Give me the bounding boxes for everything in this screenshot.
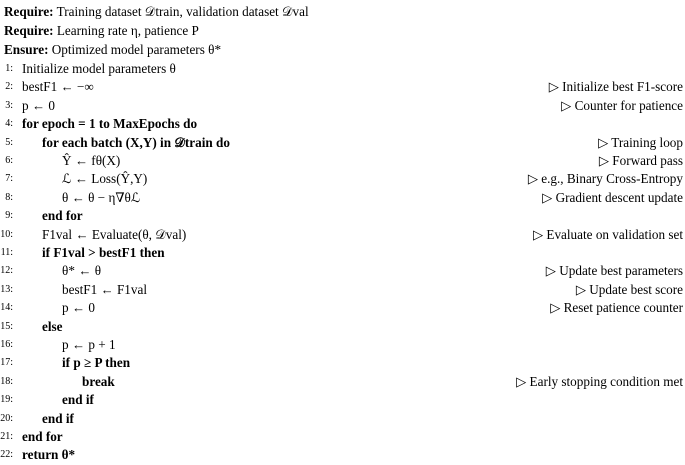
line-comment: ▷ Early stopping condition met xyxy=(516,373,683,389)
line-number: 6: xyxy=(5,155,13,166)
require-keyword: Require: xyxy=(4,4,54,19)
algorithm-line xyxy=(0,190,685,208)
algorithm-line xyxy=(0,429,685,447)
line-code: end if xyxy=(62,392,94,408)
line-code: bestF1 ← −∞ xyxy=(22,79,94,95)
line-code: end for xyxy=(22,429,63,444)
line-code: else xyxy=(42,318,63,334)
line-number: 3: xyxy=(5,99,13,111)
line-number: 2: xyxy=(5,81,13,93)
line-code: Ŷ ← fθ(X) xyxy=(62,153,121,168)
algorithm-line xyxy=(0,208,685,226)
require-text: Learning rate η, patience P xyxy=(56,23,199,38)
line-number: 18: xyxy=(0,375,13,387)
line-code: bestF1 ← F1val xyxy=(62,281,147,297)
line-number: 16: xyxy=(0,339,13,350)
algorithm-line xyxy=(0,337,685,355)
line-comment: ▷ e.g., Binary Cross-Entropy xyxy=(527,171,683,187)
line-code: end if xyxy=(42,410,74,426)
line-comment: ▷ Evaluate on validation set xyxy=(532,226,683,242)
ensure-line xyxy=(4,42,221,58)
require-line-data xyxy=(4,4,309,20)
line-comment: ▷ Initialize best F1-score xyxy=(548,79,683,95)
line-comment: ▷ Forward pass xyxy=(598,153,683,168)
line-number: 1: xyxy=(5,63,13,74)
algorithm-line xyxy=(0,79,685,97)
algorithm-line xyxy=(0,153,685,171)
line-comment: ▷ Reset patience counter xyxy=(550,300,683,316)
line-code: if p ≥ P then xyxy=(62,355,131,371)
line-number: 8: xyxy=(5,191,13,203)
require-keyword: Require: xyxy=(4,23,54,38)
algorithm-line xyxy=(0,355,685,373)
require-text: Training dataset 𝒟train, validation dataset 𝒟val xyxy=(56,4,309,19)
line-number: 10: xyxy=(0,228,13,240)
algorithm-line xyxy=(0,392,685,410)
algorithm-line xyxy=(0,411,685,429)
line-number: 21: xyxy=(0,431,13,442)
algorithm-line xyxy=(0,227,685,245)
line-code: Initialize model parameters θ xyxy=(22,61,176,76)
line-number: 9: xyxy=(5,210,13,222)
line-code: p ← 0 xyxy=(22,97,55,113)
algorithm-line xyxy=(0,447,685,465)
algorithm-line xyxy=(0,282,685,300)
algorithm-line xyxy=(0,171,685,189)
line-code: F1val ← Evaluate(θ, 𝒟val) xyxy=(42,226,187,242)
algorithm-line xyxy=(0,319,685,337)
line-number: 19: xyxy=(0,394,13,406)
line-code: ℒ ← Loss(Ŷ,Y) xyxy=(62,171,148,187)
ensure-text: Optimized model parameters θ* xyxy=(51,42,222,57)
algorithm-line xyxy=(0,98,685,116)
line-code: return θ* xyxy=(22,447,76,463)
algorithm-line xyxy=(0,300,685,318)
line-comment: ▷ Training loop xyxy=(598,134,683,150)
line-number: 20: xyxy=(0,412,13,424)
line-number: 4: xyxy=(5,118,13,130)
line-number: 13: xyxy=(0,283,13,295)
line-code: end for xyxy=(42,208,83,224)
algorithm-line xyxy=(0,135,685,153)
line-code: p ← 0 xyxy=(62,300,95,316)
line-comment: ▷ Update best score xyxy=(575,281,683,297)
line-comment: ▷ Counter for patience xyxy=(561,97,683,113)
require-line-params xyxy=(4,23,199,39)
line-code: θ ← θ − η∇θℒ xyxy=(62,189,141,205)
line-code: if F1val > bestF1 then xyxy=(42,245,165,260)
line-number: 22: xyxy=(0,449,13,461)
line-code: p ← p + 1 xyxy=(62,337,116,352)
algorithm-line xyxy=(0,245,685,263)
line-code: for epoch = 1 to MaxEpochs do xyxy=(22,116,198,132)
line-code: break xyxy=(82,373,115,389)
algorithm-line xyxy=(0,61,685,79)
line-number: 12: xyxy=(0,265,13,277)
ensure-keyword: Ensure: xyxy=(4,42,49,57)
line-code: θ* ← θ xyxy=(62,263,102,279)
line-number: 17: xyxy=(0,357,13,369)
line-comment: ▷ Update best parameters xyxy=(545,263,683,279)
line-number: 11: xyxy=(0,247,13,258)
algorithm-line xyxy=(0,116,685,134)
line-code: for each batch (X,Y) in 𝒟train do xyxy=(42,134,230,150)
line-number: 5: xyxy=(5,136,13,148)
line-number: 7: xyxy=(5,173,13,185)
line-number: 15: xyxy=(0,320,13,332)
line-comment: ▷ Gradient descent update xyxy=(542,189,683,205)
algorithm-line xyxy=(0,263,685,281)
line-number: 14: xyxy=(0,302,13,314)
algorithm-line xyxy=(0,374,685,392)
